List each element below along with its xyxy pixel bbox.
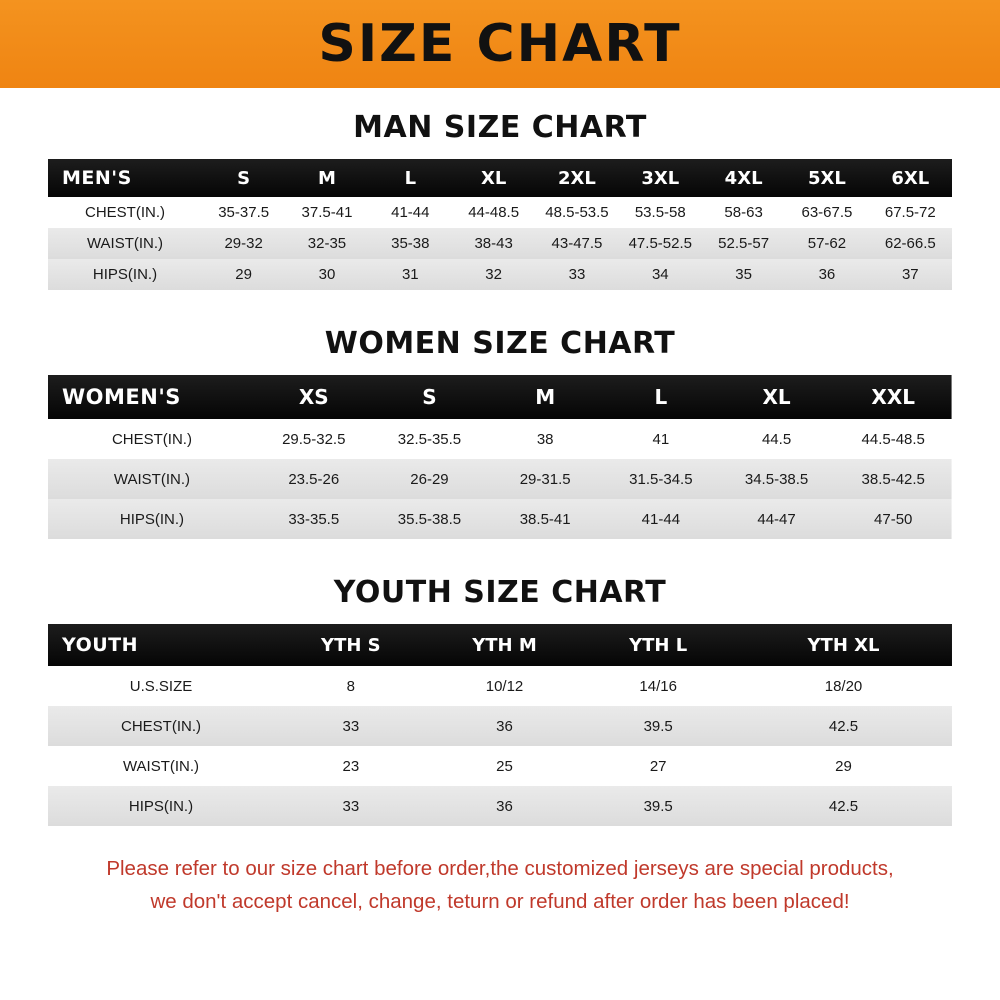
col-header: L [404,167,417,189]
cell: 42.5 [828,717,859,735]
table-wrap-man [48,159,952,290]
cell: 52.5-57 [718,235,770,252]
cell: 38.5-42.5 [861,470,925,488]
cell: 32 [485,266,502,283]
cell: 53.5-58 [634,204,686,221]
cell: 37.5-41 [301,204,353,221]
col-header: M [535,385,556,409]
footer-note-line-1: Please refer to our size chart before order,the customized jerseys are special products, [106,857,894,880]
cell: 48.5-53.5 [545,204,609,221]
cell: 29 [235,266,252,283]
col-header: 3XL [641,167,680,189]
cell: 8 [346,677,355,695]
cell: 63-67.5 [801,204,853,221]
table-header-row-man [48,159,952,197]
page-title: SIZE CHART [318,14,682,74]
row-label: WAIST(IN.) [122,757,200,775]
cell: 35.5-38.5 [397,510,462,528]
col-header: XS [298,385,329,409]
table-wrap-women [48,375,952,539]
corner-label-women: WOMEN'S [62,385,181,409]
col-header: 6XL [891,167,930,189]
cell: 47-50 [874,510,913,528]
cell: 47.5-52.5 [628,235,692,252]
col-header: S [422,385,437,409]
footer-note [25,852,975,918]
page-banner [0,0,1000,88]
cell: 57-62 [807,235,847,252]
cell: 23 [342,757,360,775]
cell: 39.5 [643,717,673,735]
row-label: HIPS(IN.) [92,266,158,283]
col-header: YTH S [321,634,381,656]
footer-note-line-2: we don't accept cancel, change, teturn or refund after order has been placed! [150,890,850,913]
table-row [48,197,952,228]
row-label: WAIST(IN.) [86,235,164,252]
cell: 44-48.5 [468,204,520,221]
cell: 35-37.5 [218,204,270,221]
cell: 23.5-26 [288,470,340,488]
cell: 34 [651,266,669,283]
col-header: XXL [871,385,915,409]
table-wrap-youth [48,624,952,826]
table-row [48,459,952,499]
cell: 41-44 [641,510,681,528]
section-title-women: WOMEN SIZE CHART [324,326,676,361]
cell: 36 [496,717,513,735]
corner-label-man: MEN'S [62,167,132,189]
col-header: XL [480,167,507,189]
cell: 29.5-32.5 [282,430,346,448]
cell: 35 [735,266,752,283]
corner-label-youth: YOUTH [62,634,139,656]
col-header: YTH L [629,634,688,656]
table-row [48,786,952,826]
cell: 10/12 [485,677,524,695]
cell: 38 [536,430,554,448]
table-row [48,259,952,290]
cell: 33 [568,266,586,283]
section-title-youth: YOUTH SIZE CHART [333,575,667,610]
cell: 44.5 [761,430,792,448]
col-header: 4XL [724,167,763,189]
cell: 44.5-48.5 [861,430,925,448]
cell: 58-63 [724,204,763,221]
cell: 34.5-38.5 [744,470,809,488]
col-header: L [654,385,668,409]
row-label: HIPS(IN.) [128,797,194,815]
cell: 41-44 [391,204,430,221]
size-table-women [48,375,952,539]
cell: 18/20 [824,677,863,695]
row-label: CHEST(IN.) [111,430,192,448]
table-row [48,666,952,706]
cell: 41 [652,430,670,448]
col-header: S [237,167,251,189]
col-header: 5XL [808,167,846,189]
table-row [48,228,952,259]
section-title-man: MAN SIZE CHART [353,110,647,145]
cell: 31 [401,266,419,283]
cell: 37 [901,266,919,283]
cell: 27 [649,757,667,775]
col-header: XL [762,385,791,409]
row-label: CHEST(IN.) [121,717,201,735]
cell: 25 [496,757,513,775]
cell: 26-29 [410,470,449,488]
table-header-row-women [48,375,952,419]
cell: 14/16 [639,677,677,695]
cell: 33-35.5 [288,510,340,528]
cell: 33 [342,717,360,735]
col-header: 2XL [558,167,596,189]
cell: 31.5-34.5 [629,470,693,488]
cell: 62-66.5 [884,235,936,252]
table-row [48,499,952,539]
cell: 36 [818,266,836,283]
cell: 38-43 [474,235,513,252]
cell: 38.5-41 [519,510,571,528]
col-header: M [318,167,336,189]
table-row [48,419,952,459]
cell: 29-32 [224,235,263,252]
row-label: CHEST(IN.) [84,204,165,221]
cell: 29 [835,757,852,775]
table-row [48,746,952,786]
col-header: YTH XL [807,634,880,656]
cell: 30 [318,266,336,283]
size-table-youth [48,624,952,826]
cell: 33 [342,797,360,815]
cell: 39.5 [643,797,673,815]
cell: 32.5-35.5 [397,430,462,448]
cell: 43-47.5 [551,235,603,252]
size-table-man [48,159,952,290]
cell: 35-38 [391,235,430,252]
cell: 29-31.5 [519,470,571,488]
table-row [48,706,952,746]
table-header-row-youth [48,624,952,666]
cell: 67.5-72 [884,204,936,221]
col-header: YTH M [472,634,537,656]
row-label: WAIST(IN.) [113,470,190,488]
row-label: U.S.SIZE [129,677,193,695]
cell: 42.5 [828,797,859,815]
cell: 32-35 [307,235,347,252]
cell: 36 [496,797,513,815]
cell: 44-47 [757,510,796,528]
row-label: HIPS(IN.) [119,510,185,528]
